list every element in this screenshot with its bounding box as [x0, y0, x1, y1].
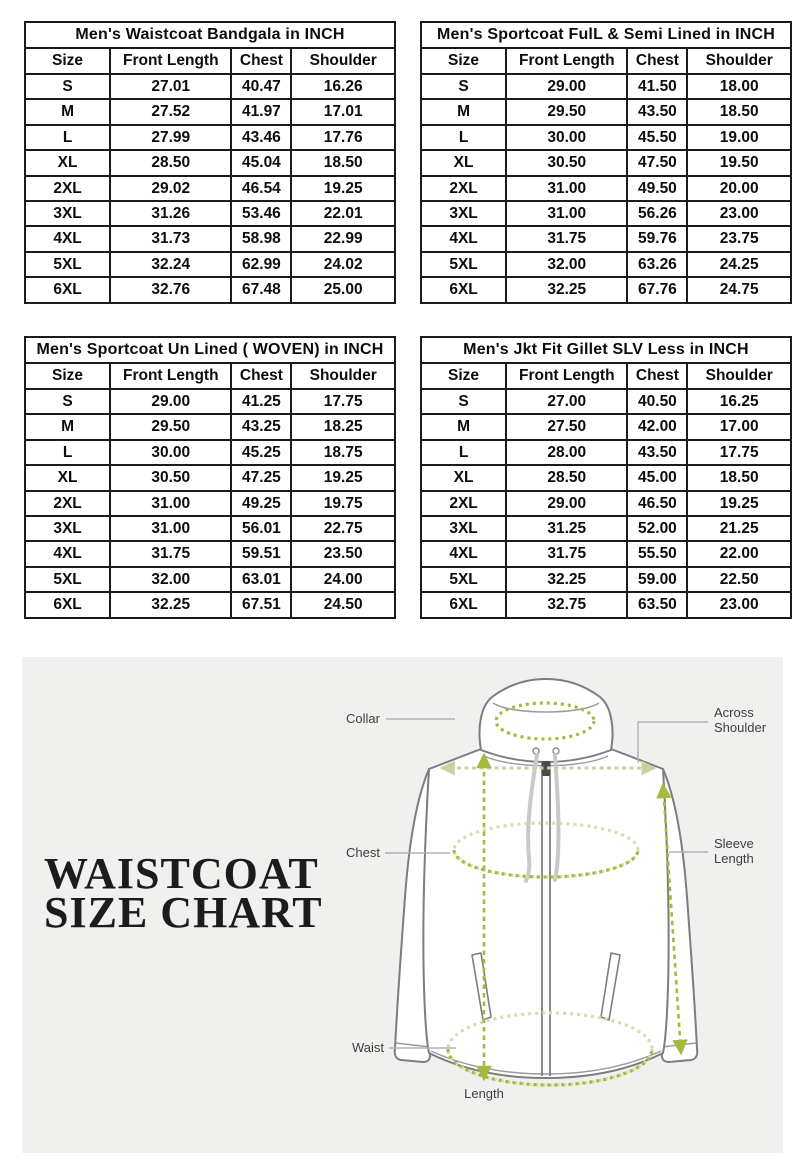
size-table-waistcoat-bandgala [24, 21, 396, 304]
cell-value: 19.00 [687, 125, 791, 150]
table-row [421, 125, 791, 150]
cell-value: 24.00 [291, 567, 395, 592]
across-shoulder-label-line1: Across [714, 705, 754, 720]
cell-value: 46.54 [231, 176, 291, 201]
cell-value: 30.50 [110, 465, 231, 490]
chest-label: Chest [346, 845, 380, 860]
cell-value: 22.00 [687, 541, 791, 566]
jacket-measurement-diagram [22, 657, 783, 1153]
table-row [421, 99, 791, 124]
size-table-jkt-fit-gillet [420, 336, 792, 619]
table-row [421, 277, 791, 303]
cell-value: 29.02 [110, 176, 231, 201]
cell-value: 22.01 [291, 201, 395, 226]
cell-value: 45.50 [627, 125, 687, 150]
cell-size: L [421, 440, 506, 465]
table-row [421, 414, 791, 439]
jacket-collar [479, 679, 612, 762]
cell-value: 31.00 [506, 201, 627, 226]
cell-value: 19.75 [291, 491, 395, 516]
cell-size: 2XL [25, 176, 110, 201]
table-header: Size [421, 363, 506, 388]
cell-size: 6XL [421, 277, 506, 303]
cell-size: XL [421, 150, 506, 175]
cell-value: 32.24 [110, 252, 231, 277]
cell-size: 3XL [421, 201, 506, 226]
cell-size: XL [421, 465, 506, 490]
table-row [25, 74, 395, 99]
cell-size: 4XL [25, 541, 110, 566]
table-header: Size [25, 48, 110, 73]
table-header: Front Length [110, 363, 231, 388]
cell-value: 49.25 [231, 491, 291, 516]
cell-value: 19.25 [687, 491, 791, 516]
cell-value: 31.26 [110, 201, 231, 226]
cell-value: 18.50 [687, 99, 791, 124]
cell-value: 27.00 [506, 389, 627, 414]
cell-size: 6XL [421, 592, 506, 618]
table-row [25, 226, 395, 251]
table-row [421, 592, 791, 618]
cell-size: 3XL [25, 516, 110, 541]
size-table-sportcoat-lined [420, 21, 792, 304]
right-eyelet [553, 748, 559, 754]
cell-value: 59.51 [231, 541, 291, 566]
cell-value: 22.99 [291, 226, 395, 251]
cell-value: 56.26 [627, 201, 687, 226]
sleeve-length-label-line2: Length [714, 851, 754, 866]
cell-value: 18.50 [687, 465, 791, 490]
table-row [25, 567, 395, 592]
cell-size: M [25, 414, 110, 439]
length-label: Length [464, 1086, 504, 1101]
cell-value: 28.50 [110, 150, 231, 175]
cell-size: 4XL [421, 226, 506, 251]
cell-value: 28.50 [506, 465, 627, 490]
table-row [421, 74, 791, 99]
table-row [421, 491, 791, 516]
diagram-panel [22, 657, 783, 1153]
cell-value: 17.75 [291, 389, 395, 414]
cell-value: 22.50 [687, 567, 791, 592]
table-header: Shoulder [687, 363, 791, 388]
table-header: Size [421, 48, 506, 73]
cell-value: 43.50 [627, 440, 687, 465]
cell-value: 24.02 [291, 252, 395, 277]
waist-label: Waist [351, 1040, 384, 1055]
table-header: Chest [231, 363, 291, 388]
table-row [421, 226, 791, 251]
cell-value: 56.01 [231, 516, 291, 541]
cell-value: 67.51 [231, 592, 291, 618]
cell-size: M [25, 99, 110, 124]
table-row [25, 150, 395, 175]
cell-value: 41.25 [231, 389, 291, 414]
table-title: Men's Sportcoat FulL & Semi Lined in INCH [421, 22, 791, 48]
sleeve-length-label-line1: Sleeve [714, 836, 754, 851]
cell-value: 20.00 [687, 176, 791, 201]
collar-label: Collar [346, 711, 380, 726]
cell-value: 32.25 [506, 277, 627, 303]
cell-value: 21.25 [687, 516, 791, 541]
cell-value: 23.50 [291, 541, 395, 566]
cell-value: 47.25 [231, 465, 291, 490]
table-row [25, 414, 395, 439]
cell-value: 30.00 [506, 125, 627, 150]
cell-value: 49.50 [627, 176, 687, 201]
cell-size: 6XL [25, 277, 110, 303]
cell-value: 18.25 [291, 414, 395, 439]
cell-value: 27.52 [110, 99, 231, 124]
cell-value: 29.50 [506, 99, 627, 124]
cell-size: M [421, 99, 506, 124]
cell-value: 16.25 [687, 389, 791, 414]
cell-value: 32.75 [506, 592, 627, 618]
cell-value: 45.04 [231, 150, 291, 175]
table-row [25, 99, 395, 124]
cell-value: 67.76 [627, 277, 687, 303]
across-shoulder-callout-line [638, 722, 708, 763]
cell-value: 47.50 [627, 150, 687, 175]
table-row [25, 176, 395, 201]
cell-size: 2XL [421, 491, 506, 516]
cell-value: 24.75 [687, 277, 791, 303]
cell-size: L [25, 440, 110, 465]
cell-size: S [421, 389, 506, 414]
cell-value: 45.00 [627, 465, 687, 490]
cell-value: 29.00 [506, 491, 627, 516]
cell-size: 5XL [25, 567, 110, 592]
cell-size: M [421, 414, 506, 439]
table-header: Shoulder [291, 48, 395, 73]
table-row [421, 541, 791, 566]
cell-value: 23.00 [687, 201, 791, 226]
cell-value: 31.73 [110, 226, 231, 251]
cell-value: 41.97 [231, 99, 291, 124]
cell-value: 22.75 [291, 516, 395, 541]
cell-size: XL [25, 150, 110, 175]
table-row [25, 277, 395, 303]
cell-value: 46.50 [627, 491, 687, 516]
cell-size: S [25, 389, 110, 414]
cell-value: 62.99 [231, 252, 291, 277]
cell-value: 25.00 [291, 277, 395, 303]
cell-value: 59.00 [627, 567, 687, 592]
cell-value: 32.00 [110, 567, 231, 592]
cell-size: 5XL [421, 567, 506, 592]
cell-value: 43.50 [627, 99, 687, 124]
cell-value: 18.50 [291, 150, 395, 175]
cell-size: XL [25, 465, 110, 490]
cell-value: 31.75 [506, 541, 627, 566]
table-row [421, 465, 791, 490]
cell-size: L [25, 125, 110, 150]
table-header: Front Length [506, 48, 627, 73]
table-row [421, 150, 791, 175]
table-header: Front Length [506, 363, 627, 388]
cell-value: 63.26 [627, 252, 687, 277]
cell-value: 23.00 [687, 592, 791, 618]
across-shoulder-label-line2: Shoulder [714, 720, 767, 735]
cell-value: 55.50 [627, 541, 687, 566]
cell-value: 45.25 [231, 440, 291, 465]
table-title: Men's Waistcoat Bandgala in INCH [25, 22, 395, 48]
cell-value: 63.50 [627, 592, 687, 618]
cell-value: 31.25 [506, 516, 627, 541]
cell-size: 3XL [25, 201, 110, 226]
table-row [25, 252, 395, 277]
table-row [421, 201, 791, 226]
cell-value: 19.50 [687, 150, 791, 175]
table-title: Men's Jkt Fit Gillet SLV Less in INCH [421, 337, 791, 363]
cell-value: 17.01 [291, 99, 395, 124]
cell-value: 32.00 [506, 252, 627, 277]
table-header: Shoulder [687, 48, 791, 73]
cell-size: 6XL [25, 592, 110, 618]
cell-value: 27.50 [506, 414, 627, 439]
table-row [421, 440, 791, 465]
table-row [421, 567, 791, 592]
cell-size: S [25, 74, 110, 99]
table-header: Chest [627, 48, 687, 73]
cell-value: 18.00 [687, 74, 791, 99]
cell-value: 42.00 [627, 414, 687, 439]
cell-value: 29.00 [110, 389, 231, 414]
cell-size: L [421, 125, 506, 150]
table-row [421, 176, 791, 201]
cell-size: 4XL [421, 541, 506, 566]
table-header: Shoulder [291, 363, 395, 388]
table-row [25, 201, 395, 226]
cell-value: 31.75 [110, 541, 231, 566]
cell-value: 52.00 [627, 516, 687, 541]
cell-value: 17.75 [687, 440, 791, 465]
cell-size: 2XL [421, 176, 506, 201]
cell-value: 19.25 [291, 465, 395, 490]
cell-value: 23.75 [687, 226, 791, 251]
cell-value: 29.50 [110, 414, 231, 439]
table-row [25, 389, 395, 414]
cell-size: 3XL [421, 516, 506, 541]
table-row [421, 389, 791, 414]
cell-value: 31.00 [110, 491, 231, 516]
table-row [421, 516, 791, 541]
cell-value: 17.00 [687, 414, 791, 439]
table-row [25, 491, 395, 516]
cell-value: 19.25 [291, 176, 395, 201]
cell-value: 43.25 [231, 414, 291, 439]
cell-value: 41.50 [627, 74, 687, 99]
cell-value: 16.26 [291, 74, 395, 99]
cell-value: 28.00 [506, 440, 627, 465]
table-row [25, 541, 395, 566]
table-title: Men's Sportcoat Un Lined ( WOVEN) in INCH [25, 337, 395, 363]
cell-value: 40.47 [231, 74, 291, 99]
cell-value: 31.00 [506, 176, 627, 201]
cell-value: 32.25 [506, 567, 627, 592]
cell-value: 59.76 [627, 226, 687, 251]
table-row [25, 516, 395, 541]
table-header: Chest [627, 363, 687, 388]
cell-value: 32.76 [110, 277, 231, 303]
cell-value: 24.50 [291, 592, 395, 618]
cell-value: 18.75 [291, 440, 395, 465]
size-table-sportcoat-unlined [24, 336, 396, 619]
cell-size: 4XL [25, 226, 110, 251]
cell-value: 40.50 [627, 389, 687, 414]
table-header: Size [25, 363, 110, 388]
left-eyelet [533, 748, 539, 754]
cell-value: 63.01 [231, 567, 291, 592]
table-row [421, 252, 791, 277]
table-row [25, 125, 395, 150]
cell-value: 53.46 [231, 201, 291, 226]
table-row [25, 592, 395, 618]
cell-value: 29.00 [506, 74, 627, 99]
table-header: Front Length [110, 48, 231, 73]
page-title-line1: WAISTCOAT [44, 849, 319, 898]
cell-value: 27.99 [110, 125, 231, 150]
cell-size: 5XL [421, 252, 506, 277]
cell-value: 67.48 [231, 277, 291, 303]
cell-size: S [421, 74, 506, 99]
cell-value: 30.00 [110, 440, 231, 465]
cell-value: 31.75 [506, 226, 627, 251]
cell-value: 31.00 [110, 516, 231, 541]
page-title-line2: SIZE CHART [44, 888, 323, 937]
cell-value: 58.98 [231, 226, 291, 251]
cell-value: 27.01 [110, 74, 231, 99]
cell-value: 17.76 [291, 125, 395, 150]
table-header: Chest [231, 48, 291, 73]
table-row [25, 465, 395, 490]
cell-value: 30.50 [506, 150, 627, 175]
cell-value: 43.46 [231, 125, 291, 150]
cell-value: 24.25 [687, 252, 791, 277]
cell-value: 32.25 [110, 592, 231, 618]
cell-size: 5XL [25, 252, 110, 277]
table-row [25, 440, 395, 465]
cell-size: 2XL [25, 491, 110, 516]
